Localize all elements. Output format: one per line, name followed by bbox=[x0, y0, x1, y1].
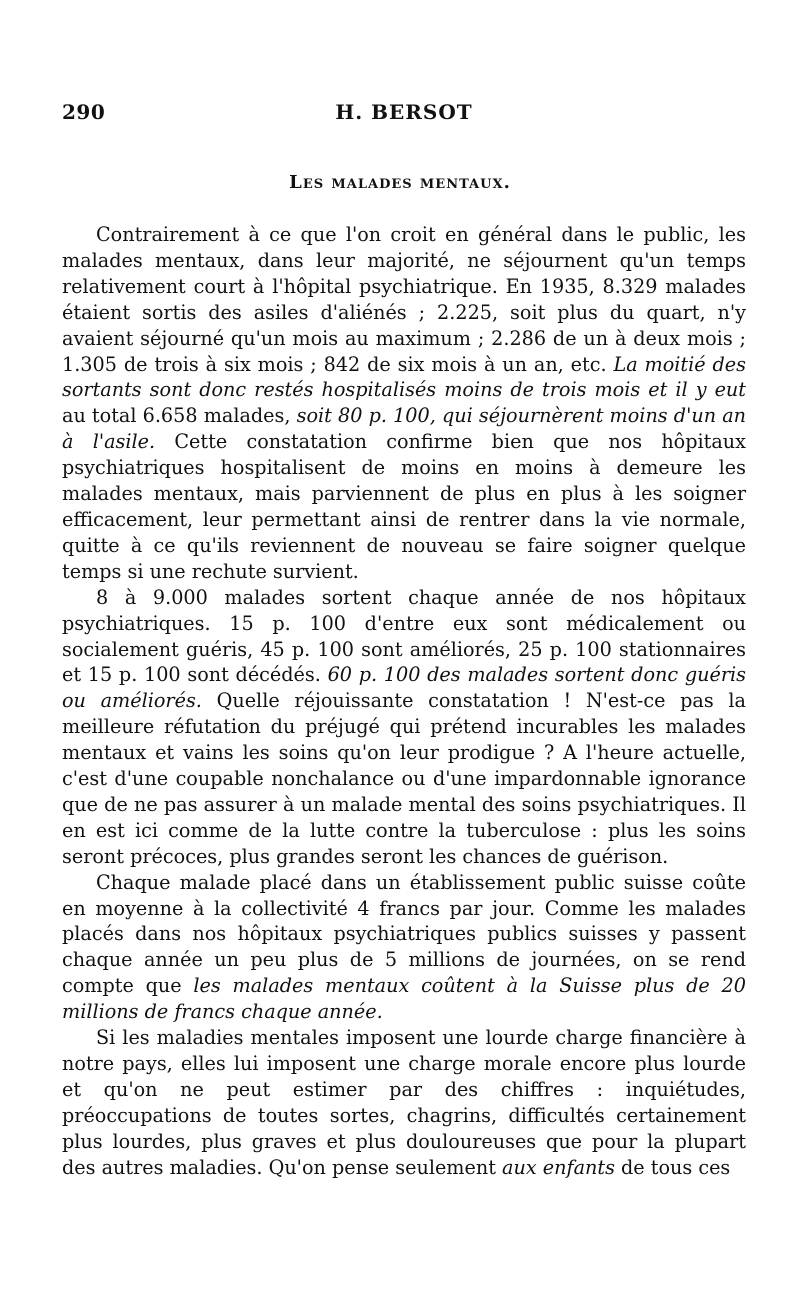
emphasized-text: aux enfants bbox=[502, 1155, 615, 1179]
text-segment: Chaque malade placé dans un établissement public suisse coûte en moyenne à la collectivité 4 francs par jour. Comme les malades placés dans nos hôpitaux psychiatriques publics suisses y passent chaque année un peu plus de 5 millions de journées, on se rend compte que bbox=[62, 870, 746, 998]
emphasized-text: les malades mentaux coûtent à la Suisse plus de 20 millions de francs chaque année. bbox=[62, 974, 746, 1024]
section-title bbox=[0, 172, 800, 193]
paragraph bbox=[62, 1025, 746, 1180]
body-text bbox=[62, 222, 746, 1181]
text-segment: Contrairement à ce que l'on croit en général dans le public, les malades mentaux, dans leur majorité, ne séjournent qu'un temps relativement court à l'hôpital psychiatrique. En 1935, 8.329 malades étaient sortis des asiles d'aliénés ; 2.225, soit plus du quart, n'y avaient séjourné qu'un mois au maximum ; 2.286 de un à deux mois ; 1.305 de trois à six mois ; 842 de six mois à un an, etc. bbox=[62, 223, 746, 376]
text-segment: Si les maladies mentales imposent une lourde charge financière à notre pays, elles lui imposent une charge morale encore plus lourde et qu'on ne peut estimer par des chiffres : inquiétudes, préoccupations de toutes sortes, chagrins, difficultés certainement plus lourdes, plus graves et plus douloureuses que pour la plupart des autres maladies. Qu'on pense seulement bbox=[62, 1026, 746, 1179]
emphasized-text: 60 p. 100 des malades sortent donc guéris ou améliorés. bbox=[62, 663, 746, 713]
emphasized-text: soit 80 p. 100, qui séjournèrent moins d'un an à l'asile. bbox=[62, 404, 746, 454]
running-head: H. BERSOT bbox=[335, 100, 473, 124]
paragraph bbox=[62, 585, 746, 870]
emphasized-text: La moitié des sortants sont donc restés hospitalisés moins de trois mois et il y eut bbox=[62, 352, 746, 402]
text-segment: au total 6.658 malades, bbox=[62, 404, 297, 428]
paragraph bbox=[62, 222, 746, 585]
page-header bbox=[62, 100, 746, 130]
section-title-text: Les malades mentaux. bbox=[289, 172, 511, 193]
text-segment: Cette constatation confirme bien que nos hôpitaux psychiatriques hospitalisent de moins en moins à demeure les malades mentaux, mais parviennent de plus en plus à les soigner efficacement, leur permettant ainsi de rentrer dans la vie normale, quitte à ce qu'ils reviennent de nouveau se faire soigner quelque temps si une rechute survient. bbox=[62, 430, 746, 583]
text-segment: de tous ces bbox=[614, 1155, 731, 1179]
text-segment: 8 à 9.000 malades sortent chaque année de nos hôpitaux psychiatriques. 15 p. 100 d'entre eux sont médicalement ou socialement guéris, 45 p. 100 sont améliorés, 25 p. 100 stationnaires et 15 p. 100 sont décédés. bbox=[62, 585, 746, 687]
page-number: 290 bbox=[62, 100, 106, 124]
paragraph bbox=[62, 870, 746, 1025]
text-segment: Quelle réjouissante constatation ! N'est-ce pas la meilleure réfutation du préjugé qui prétend incurables les malades mentaux et vains les soins qu'on leur prodigue ? A l'heure actuelle, c'est d'une coupable nonchalance ou d'une impardonnable ignorance que de ne pas assurer à un malade mental des soins psychiatriques. Il en est ici comme de la lutte contre la tuberculose : plus les soins seront précoces, plus grandes seront les chances de guérison. bbox=[62, 689, 746, 868]
